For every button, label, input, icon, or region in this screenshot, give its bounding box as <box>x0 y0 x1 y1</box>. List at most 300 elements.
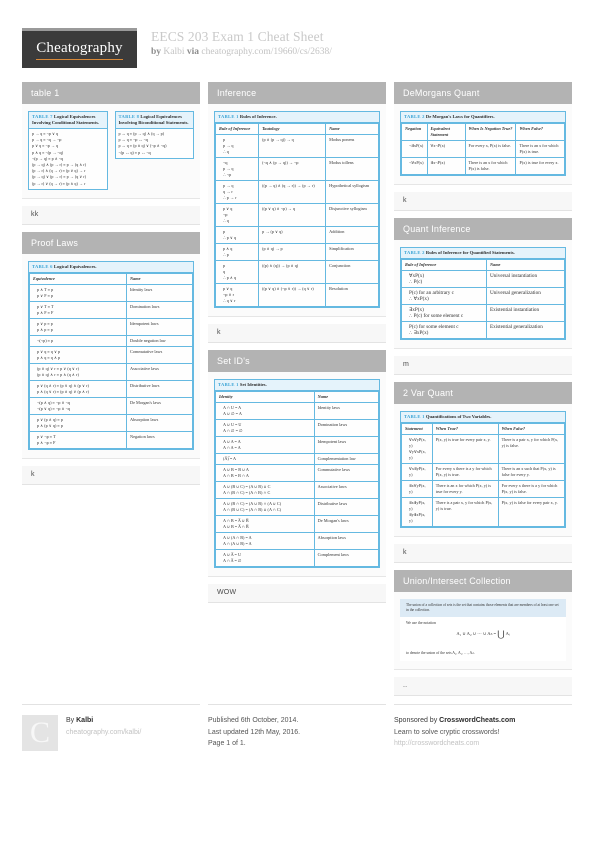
cell-name: Commutative laws <box>126 346 192 363</box>
cell-line: p ∧ F ≡ F <box>37 309 54 315</box>
cell-rule <box>216 499 315 516</box>
cell-line: A ∩ (A ∪ B) = A <box>223 541 252 546</box>
cell-rule <box>216 284 259 307</box>
table-row <box>402 464 565 481</box>
cell-taut: ((p → q) ∧ (q → r)) → (p → r) <box>259 181 326 204</box>
cell-line: A ∩ ∅ = ∅ <box>223 428 243 433</box>
table-row <box>30 363 193 380</box>
scan-table-body <box>402 141 565 175</box>
cell-rule <box>216 437 315 454</box>
table-row <box>402 305 565 322</box>
footer-profile-url[interactable]: cheatography.com/kalbi/ <box>66 728 142 736</box>
cell-taut: ((p ∨ q) ∧ ¬p) → q <box>259 204 326 227</box>
cell-line: p → q <box>223 166 234 171</box>
union-scan <box>400 599 566 661</box>
note-text: kk <box>31 210 39 218</box>
cell-name: Existential instantiation <box>486 305 564 322</box>
cell-name: Conjunction <box>326 261 379 284</box>
table-header-row <box>216 124 379 135</box>
cell-line: ∴ p ∧ q <box>223 275 237 280</box>
cell-name: Identity laws <box>126 284 192 301</box>
cell-line: (A̅)̅ = A <box>223 456 237 461</box>
footer-sponsor-line <box>394 715 515 727</box>
note-text: k <box>403 197 407 204</box>
cell-line: ¬∃xP(x) <box>409 143 424 148</box>
cell-rule <box>30 284 127 301</box>
column-header: When False? <box>498 424 564 435</box>
cheatography-logo[interactable] <box>22 28 137 68</box>
scan-caption: TABLE 1 Set Identities. <box>215 380 379 391</box>
cell-rule <box>216 465 315 482</box>
cell-line: A ∪ A = A <box>223 439 241 444</box>
cell-name: Resolution <box>326 284 379 307</box>
column-header: Tautology <box>259 124 326 135</box>
cell-whenfalse: P(x) is true for every x. <box>516 158 565 175</box>
scan-caption-number: TABLE 1 <box>218 382 239 387</box>
cell-whenfalse: There is an x such that P(x, y) is false for every y. <box>498 464 564 481</box>
cell-line: A ∩ (B ∪ C) = (A ∩ B) ∪ (A ∩ C) <box>223 507 282 512</box>
cell-line: ¬(p ∧ q) ≡ ¬p ∨ ¬q <box>37 399 71 405</box>
cell-line: ¬(¬p) ≡ p <box>37 337 54 343</box>
table-header-row <box>402 260 565 271</box>
cell-rule <box>30 380 127 397</box>
scan-table-grid <box>401 123 565 175</box>
note-card-note-m <box>394 356 572 375</box>
cell-name: Simplification <box>326 244 379 261</box>
cell-rule <box>402 464 433 481</box>
table-row <box>216 158 379 181</box>
table-row <box>30 301 193 318</box>
scan-table-body <box>30 284 193 448</box>
card-two-var-quant <box>394 382 572 537</box>
table-row <box>30 414 193 431</box>
cell-rule <box>216 204 259 227</box>
column-header: Rule of Inference <box>402 260 487 271</box>
table-row <box>216 550 379 567</box>
footer-sponsor-block <box>394 704 572 751</box>
cell-rule <box>402 305 487 322</box>
cell-line: p → q <box>223 143 234 148</box>
scan-table <box>214 111 380 308</box>
note-card-note-wow <box>208 584 386 603</box>
footer-sponsor-url[interactable]: http://crosswordcheats.com <box>394 740 480 747</box>
cell-line: ∴ q ∨ r <box>223 298 236 303</box>
cell-line: A ∪ (A ∩ B) = A <box>223 535 252 540</box>
cell-negtrue: There is an x for which P(x) is false. <box>465 158 516 175</box>
scan-table-grid <box>401 259 565 339</box>
cell-line: ∴ p <box>223 252 229 257</box>
cell-whentrue: There is an x for which P(x, y) is true for every y. <box>432 481 498 498</box>
table-row <box>216 499 379 516</box>
card-body-table-1 <box>22 104 200 199</box>
cell-whentrue: For every x there is a y for which P(x, y) is true. <box>432 464 498 481</box>
table-row <box>30 397 193 414</box>
note-text: .. <box>403 682 408 689</box>
column-header: Name <box>126 273 192 284</box>
cell-rule <box>30 363 127 380</box>
footer-author-block <box>22 704 200 751</box>
footer-author-name[interactable]: Kalbi <box>76 717 94 724</box>
card-body-demorgans-quant <box>394 104 572 185</box>
column-header: Negation <box>402 124 428 141</box>
cell-name: Hypothetical syllogism <box>326 181 379 204</box>
cell-rule <box>216 135 259 158</box>
cell-line: p ∨ q <box>223 286 233 291</box>
table-row <box>216 420 379 437</box>
cell-rule <box>402 141 428 158</box>
cell-line: ∴ ∃xP(x) <box>409 330 429 336</box>
cell-whenfalse: P(x, y) is false for every pair x, y. <box>498 498 564 527</box>
union-equation: A₁ ∪ A₂ ∪ ⋯ ∪ Aₙ = ⋃ Aᵢ <box>456 629 510 639</box>
scan-row: p ↔ q ≡ ¬p ↔ ¬q <box>118 137 148 143</box>
note-text: k <box>217 329 221 336</box>
cell-name: Distributive laws <box>126 380 192 397</box>
page-header <box>0 0 600 66</box>
column-header: When Is Negation True? <box>465 124 516 141</box>
cell-line: P(c) for an arbitrary c <box>409 290 454 296</box>
cell-name: De Morgan's laws <box>126 397 192 414</box>
cell-name: Complementation law <box>314 454 378 465</box>
footer-published: Published 6th October, 2014. <box>208 717 299 724</box>
column-header: When True? <box>432 424 498 435</box>
note-card-note-kk <box>22 206 200 225</box>
title-block <box>151 28 332 59</box>
scan-caption-number: TABLE 8 <box>118 114 140 119</box>
union-highlight: The union of a collection of sets is the set that contains those elements that are members of at least one set in the collection. <box>400 599 566 617</box>
cell-name: Domination laws <box>126 301 192 318</box>
column-1 <box>22 82 200 485</box>
table-header-row <box>216 392 379 403</box>
union-footer: to denote the union of the sets A₁, A₂, …, Aₙ. <box>406 651 475 655</box>
byline-via-label: via <box>186 47 200 57</box>
scan-table <box>28 111 108 190</box>
page-title: EECS 203 Exam 1 Cheat Sheet <box>151 29 324 44</box>
cell-line: (p ∨ q) ∨ r ≡ p ∨ (q ∨ r) <box>37 365 79 371</box>
cell-line: A ∪ ∅ = A <box>223 411 242 416</box>
scan-caption: TABLE 1 Quantifications of Two Variables. <box>401 412 565 423</box>
table-row <box>30 318 193 335</box>
scan-caption-number: TABLE 2 <box>404 114 425 119</box>
cell-taut: ((p) ∧ (q)) → (p ∧ q) <box>259 261 326 284</box>
cell-line: A ∩ B = A̅ ∪ B̅ <box>223 518 249 523</box>
card-title-demorgans-quant: DeMorgans Quant <box>394 82 572 104</box>
scan-caption: TABLE 1 Rules of Inference. <box>215 112 379 123</box>
scan-row: (p → q) ∧ (p → r) ≡ p → (q ∧ r) <box>32 162 87 168</box>
note-card-note-k-4 <box>394 544 572 563</box>
cell-name: Commutative laws <box>314 465 378 482</box>
cell-name: Disjunctive syllogism <box>326 204 379 227</box>
scan-table-head <box>402 424 565 435</box>
cell-rule <box>30 397 127 414</box>
cell-whentrue: There is a pair x, y for which P(x, y) is true. <box>432 498 498 527</box>
cell-line: p → q <box>223 183 234 188</box>
scan-caption-number: TABLE 7 <box>32 114 53 119</box>
cell-rule <box>216 482 315 499</box>
cell-whenfalse: For every x there is a y for which P(x, y) is false. <box>498 481 564 498</box>
cell-name: Associative laws <box>314 482 378 499</box>
cell-line: p <box>223 137 226 142</box>
cell-line: ∴ q <box>223 149 229 154</box>
footer-by-label: By <box>66 717 75 724</box>
cell-rule <box>402 158 428 175</box>
cell-line: p ∧ p ≡ p <box>37 326 53 332</box>
table-row <box>30 346 193 363</box>
cell-rule <box>402 288 487 305</box>
column-header: Name <box>486 260 564 271</box>
table-row <box>216 284 379 307</box>
cell-rule <box>402 498 433 527</box>
scan-caption-number: TABLE 6 <box>32 263 53 269</box>
cell-line: P(c) for some element c <box>409 324 459 330</box>
cell-rule <box>216 181 259 204</box>
cell-line: A ∩ B = B ∩ A <box>223 473 249 478</box>
note-card-note-k-1 <box>22 466 200 485</box>
note-card-note-k-3 <box>394 192 572 211</box>
cell-taut: ((p ∨ q) ∧ (¬p ∨ r)) → (q ∨ r) <box>259 284 326 307</box>
scan-table-head <box>30 273 193 284</box>
cell-rule <box>216 403 315 420</box>
table-row <box>216 533 379 550</box>
cell-rule <box>402 481 433 498</box>
column-header: Identity <box>216 392 315 403</box>
cell-taut: (p ∧ (p → q)) → q <box>259 135 326 158</box>
card-body-proof-laws <box>22 254 200 459</box>
table-row <box>216 454 379 465</box>
table-row <box>30 335 193 346</box>
cell-line: ∃y∃xP(x, y) <box>409 512 426 523</box>
cell-name: Double negation law <box>126 335 192 346</box>
table-row <box>216 516 379 533</box>
column-3 <box>394 82 572 696</box>
scan-rows <box>29 129 107 189</box>
cell-line: ∃xP(x) <box>409 307 424 313</box>
cell-name: De Morgan's laws <box>314 516 378 533</box>
cell-line: ∴ p → r <box>223 195 237 200</box>
cell-line: A ∪ (B ∪ C) = (A ∪ B) ∪ C <box>223 484 271 489</box>
cell-line: ∴ p ∨ q <box>223 235 237 240</box>
cell-name: Absorption laws <box>314 533 378 550</box>
table-row <box>216 261 379 284</box>
card-body-union-intersect-collection <box>394 592 572 670</box>
scan-table <box>115 111 195 159</box>
cell-line: ∀y∀xP(x, y) <box>409 449 426 460</box>
table-row <box>402 288 565 305</box>
cell-line: p ∨ q ≡ q ∨ p <box>37 348 61 354</box>
scan-row: p ↔ q ≡ (p → q) ∧ (q → p) <box>118 131 165 136</box>
cell-line: ∀xP(x) <box>409 273 425 279</box>
cell-line: ∴ ∀xP(x) <box>409 296 429 302</box>
cell-line: p ∨ (p ∧ q) ≡ p <box>37 416 63 422</box>
footer-sponsor-prefix: Sponsored by <box>394 717 440 724</box>
cards-columns <box>0 66 600 696</box>
scan-table-grid <box>215 123 379 307</box>
card-set-ids <box>208 350 386 577</box>
table-row <box>216 482 379 499</box>
scan-table-grid <box>29 273 193 449</box>
byline <box>151 45 332 59</box>
card-quant-inference <box>394 218 572 349</box>
cell-line: ∴ ¬p <box>223 172 232 177</box>
cell-line: A ∪ (B ∩ C) = (A ∪ B) ∩ (A ∪ C) <box>223 501 282 506</box>
cell-taut: (p ∧ q) → p <box>259 244 326 261</box>
cell-line: A ∩ U = A <box>223 405 242 410</box>
cell-name: Distributive laws <box>314 499 378 516</box>
cell-name: Idempotent laws <box>126 318 192 335</box>
cell-line: p ∨ p ≡ p <box>37 320 53 326</box>
cell-line: p ∨ ¬p ≡ T <box>37 433 56 439</box>
cell-line: ¬p <box>223 212 228 217</box>
cell-line: p ∧ ¬p ≡ F <box>37 439 56 445</box>
cell-name: Identity laws <box>314 403 378 420</box>
footer-publish-block <box>208 704 386 751</box>
column-header: Statement <box>402 424 433 435</box>
scan-row: p → q ≡ ¬p ∨ q <box>32 131 59 136</box>
card-union-intersect-collection <box>394 570 572 670</box>
cell-rule <box>216 516 315 533</box>
cell-rule <box>30 301 127 318</box>
cell-name: Complement laws <box>314 550 378 567</box>
scan-table-head <box>216 392 379 403</box>
table-row <box>402 141 565 158</box>
cell-line: ∴ P(c) for some element c <box>409 313 464 319</box>
cell-negtrue: For every x, P(x) is false. <box>465 141 516 158</box>
logo-text: Cheatography <box>36 40 123 59</box>
footer-author-line <box>66 715 141 727</box>
cell-line: A ∩ (B ∩ C) = (A ∩ B) ∩ C <box>223 490 271 495</box>
cell-line: p ∨ q <box>223 206 233 211</box>
cell-line: p ∧ (q ∨ r) ≡ (p ∧ q) ∨ (p ∧ r) <box>37 388 89 394</box>
note-card-note-dots <box>394 677 572 696</box>
cell-name: Universal instantiation <box>486 271 564 288</box>
note-text: k <box>403 549 407 556</box>
scan-caption-number: TABLE 2 <box>404 250 425 255</box>
footer-sponsor-name[interactable]: CrosswordCheats.com <box>439 717 516 724</box>
table-row <box>30 431 193 448</box>
page-footer <box>0 696 600 751</box>
cell-line: ¬q <box>223 160 228 165</box>
cell-line: q <box>223 269 226 274</box>
cell-name: Negation laws <box>126 431 192 448</box>
cell-line: p ∧ T ≡ p <box>37 286 54 292</box>
cell-name: Modus ponens <box>326 135 379 158</box>
cell-line: ∀x∀yP(x, y) <box>409 437 426 448</box>
column-header: Equivalent Statement <box>427 124 465 141</box>
table-row <box>402 271 565 288</box>
footer-pages: Page 1 of 1. <box>208 740 246 747</box>
card-title-inference: Inference <box>208 82 386 104</box>
scan-table-head <box>216 124 379 135</box>
cell-line: ¬(p ∨ q) ≡ ¬p ∧ ¬q <box>37 405 71 411</box>
scan-row: p ↔ q ≡ (p ∧ q) ∨ (¬p ∧ ¬q) <box>118 143 167 149</box>
scan-table-grid <box>401 423 565 527</box>
cell-rule <box>402 322 487 339</box>
cell-rule <box>30 414 127 431</box>
scan-rows <box>116 129 194 158</box>
card-body-two-var-quant <box>394 404 572 537</box>
cell-line: (p ∧ q) ∧ r ≡ p ∧ (q ∧ r) <box>37 371 79 377</box>
cell-line: p <box>223 263 226 268</box>
cell-whentrue: P(x, y) is true for every pair x, y. <box>432 435 498 464</box>
card-body-quant-inference <box>394 240 572 349</box>
card-title-two-var-quant: 2 Var Quant <box>394 382 572 404</box>
byline-source-url[interactable]: cheatography.com/19660/cs/2638/ <box>201 47 332 57</box>
card-body-set-ids <box>208 372 386 577</box>
table-row <box>402 322 565 339</box>
cell-taut: p → (p ∨ q) <box>259 227 326 244</box>
card-title-set-ids: Set ID's <box>208 350 386 372</box>
scan-table <box>214 379 380 568</box>
cell-equiv: ∀x¬P(x) <box>427 141 465 158</box>
cell-rule <box>216 420 315 437</box>
scan-table-body <box>216 403 379 567</box>
cell-line: A ∩ A̅ = ∅ <box>223 558 242 563</box>
cell-line: A ∪ A̅ = U <box>223 552 241 557</box>
card-body-inference <box>208 104 386 317</box>
cell-name: Addition <box>326 227 379 244</box>
cell-rule <box>216 454 315 465</box>
column-2 <box>208 82 386 603</box>
cell-line: q → r <box>223 189 233 194</box>
byline-author[interactable]: Kalbi <box>163 47 185 57</box>
table-row <box>402 158 565 175</box>
cell-line: p ∧ (p ∨ q) ≡ p <box>37 422 63 428</box>
note-text: m <box>403 361 410 368</box>
scan-table-body <box>402 271 565 339</box>
footer-sponsor-tagline: Learn to solve cryptic crosswords! <box>394 728 500 736</box>
table-header-row <box>402 424 565 435</box>
scan-row: (p → r) ∧ (q → r) ≡ (p ∨ q) → r <box>32 168 86 174</box>
note-text: WOW <box>217 589 237 596</box>
table-row <box>216 181 379 204</box>
cell-rule <box>216 533 315 550</box>
column-header: Name <box>314 392 378 403</box>
cell-rule <box>216 550 315 567</box>
cell-rule <box>30 431 127 448</box>
card-title-table-1: table 1 <box>22 82 200 104</box>
cell-line: A ∩ A = A <box>223 445 241 450</box>
card-demorgans-quant <box>394 82 572 185</box>
cell-rule <box>402 271 487 288</box>
cell-line: p ∨ (q ∧ r) ≡ (p ∨ q) ∧ (p ∨ r) <box>37 382 89 388</box>
cell-line: p ∨ T ≡ T <box>37 303 54 309</box>
cell-line: ¬p ∨ r <box>223 292 235 297</box>
table-row <box>30 380 193 397</box>
union-note: We use the notation <box>406 621 436 625</box>
cell-whenfalse: There is a pair x, y for which P(x, y) is false. <box>498 435 564 464</box>
avatar: C <box>22 715 58 751</box>
cell-name: Associative laws <box>126 363 192 380</box>
cell-name: Absorption laws <box>126 414 192 431</box>
scan-table-body <box>402 435 565 527</box>
cell-rule <box>402 435 433 464</box>
cell-name: Existential generalization <box>486 322 564 339</box>
scan-row: (p → r) ∨ (q → r) ≡ (p ∧ q) → r <box>32 180 86 186</box>
scan-pair <box>28 111 194 190</box>
cell-rule <box>30 318 127 335</box>
footer-updated: Last updated 12th May, 2016. <box>208 728 301 736</box>
cell-line: ¬∀xP(x) <box>409 160 424 165</box>
scan-table <box>400 111 566 176</box>
scan-caption: TABLE 2 De Morgan's Laws for Quantifiers. <box>401 112 565 123</box>
scan-table-body <box>216 135 379 307</box>
cell-line: A ∪ B = A̅ ∩ B̅ <box>223 524 249 529</box>
cell-line: A ∪ U = U <box>223 422 242 427</box>
cell-line: A ∪ B = B ∪ A <box>223 467 249 472</box>
scan-table-head <box>402 260 565 271</box>
scan-table <box>400 411 566 528</box>
scan-row: p ∧ q ≡ ¬(p → ¬q) <box>32 149 64 155</box>
cell-line: ∀x∃yP(x, y) <box>409 466 426 477</box>
